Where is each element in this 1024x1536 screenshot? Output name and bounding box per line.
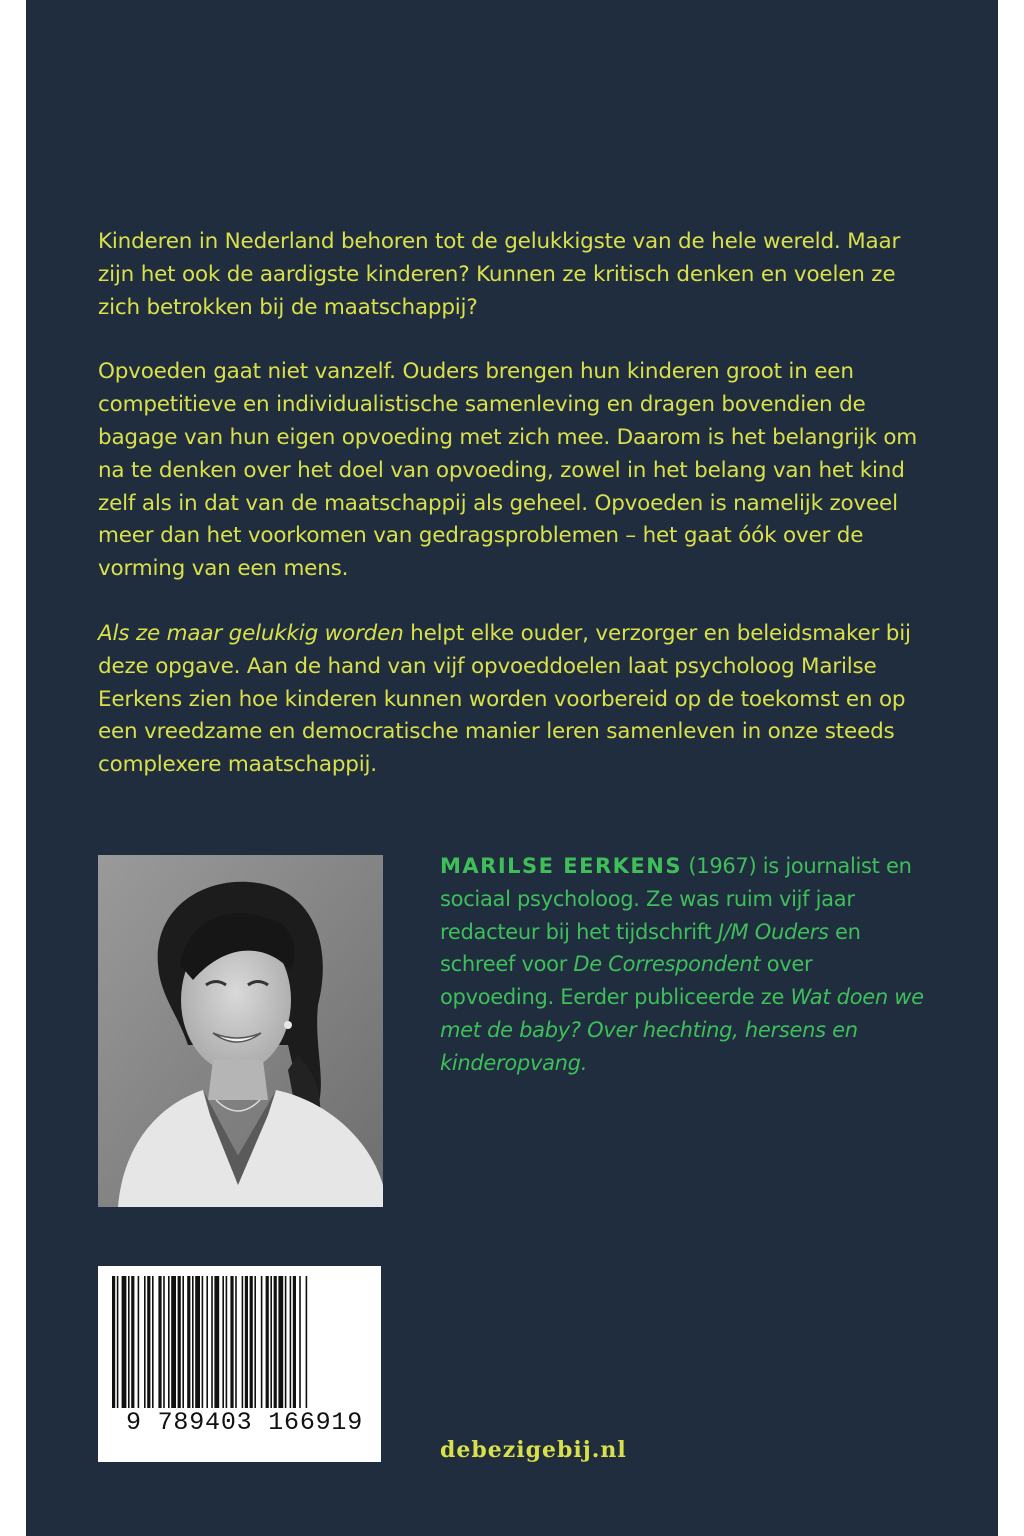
book-title: Als ze maar gelukkig worden (98, 620, 404, 646)
bio-text-2: en schreef voor (440, 919, 861, 977)
isbn-number: 9 789403 166919 (126, 1408, 364, 1437)
blurb-text (98, 226, 938, 814)
book-back-cover (26, 0, 998, 1536)
blurb-paragraph-3 (98, 618, 938, 782)
bio-text-3: over opvoeding. Eerder publiceerde ze (440, 952, 813, 1010)
magazine-title: J/M Ouders (717, 919, 829, 944)
author-portrait-image (98, 855, 383, 1207)
blurb-paragraph-2: Opvoeden gaat niet vanzelf. Ouders brengen hun kinderen groot in een competitieve en individualistische samenleving en dragen bovendien de bagage van hun eigen opvoeding met zich mee. Daarom is het belangrijk om na te denken over het doel van opvoeding, zowel in het belang van het kind zelf als in dat van de maatschappij als geheel. Opvoeden is namelijk zoveel meer dan het voorkomen van gedragsproblemen – het gaat óók over de vorming van een mens. (98, 359, 918, 582)
previous-book-title: Wat doen we met de baby? Over hechting, hersens en kinderopvang. (440, 985, 924, 1075)
platform-title: De Correspondent (573, 952, 761, 977)
author-bio (440, 850, 930, 1080)
isbn-barcode (98, 1266, 381, 1462)
author-name: MARILSE EERKENS (440, 854, 682, 878)
publisher-url[interactable]: debezigebij.nl (440, 1437, 627, 1463)
bio-text-1: (1967) is journalist en sociaal psycholoog. Ze was ruim vijf jaar redacteur bij het tijdschrift (440, 854, 912, 944)
blurb-paragraph-1: Kinderen in Nederland behoren tot de gelukkigste van de hele wereld. Maar zijn het ook de aardigste kinderen? Kunnen ze kritisch denken en voelen ze zich betrokken bij de maatschappij? (98, 229, 901, 320)
blurb-paragraph-3-rest: helpt elke ouder, verzorger en beleidsmaker bij deze opgave. Aan de hand van vijf opvoeddoelen laat psycholoog Marilse Eerkens zien hoe kinderen kunnen worden voorbereid op de toekomst en op een vreedzame en democratische manier leren samenleven in onze steeds complexere maatschappij. (98, 620, 911, 778)
author-photo (98, 855, 383, 1207)
